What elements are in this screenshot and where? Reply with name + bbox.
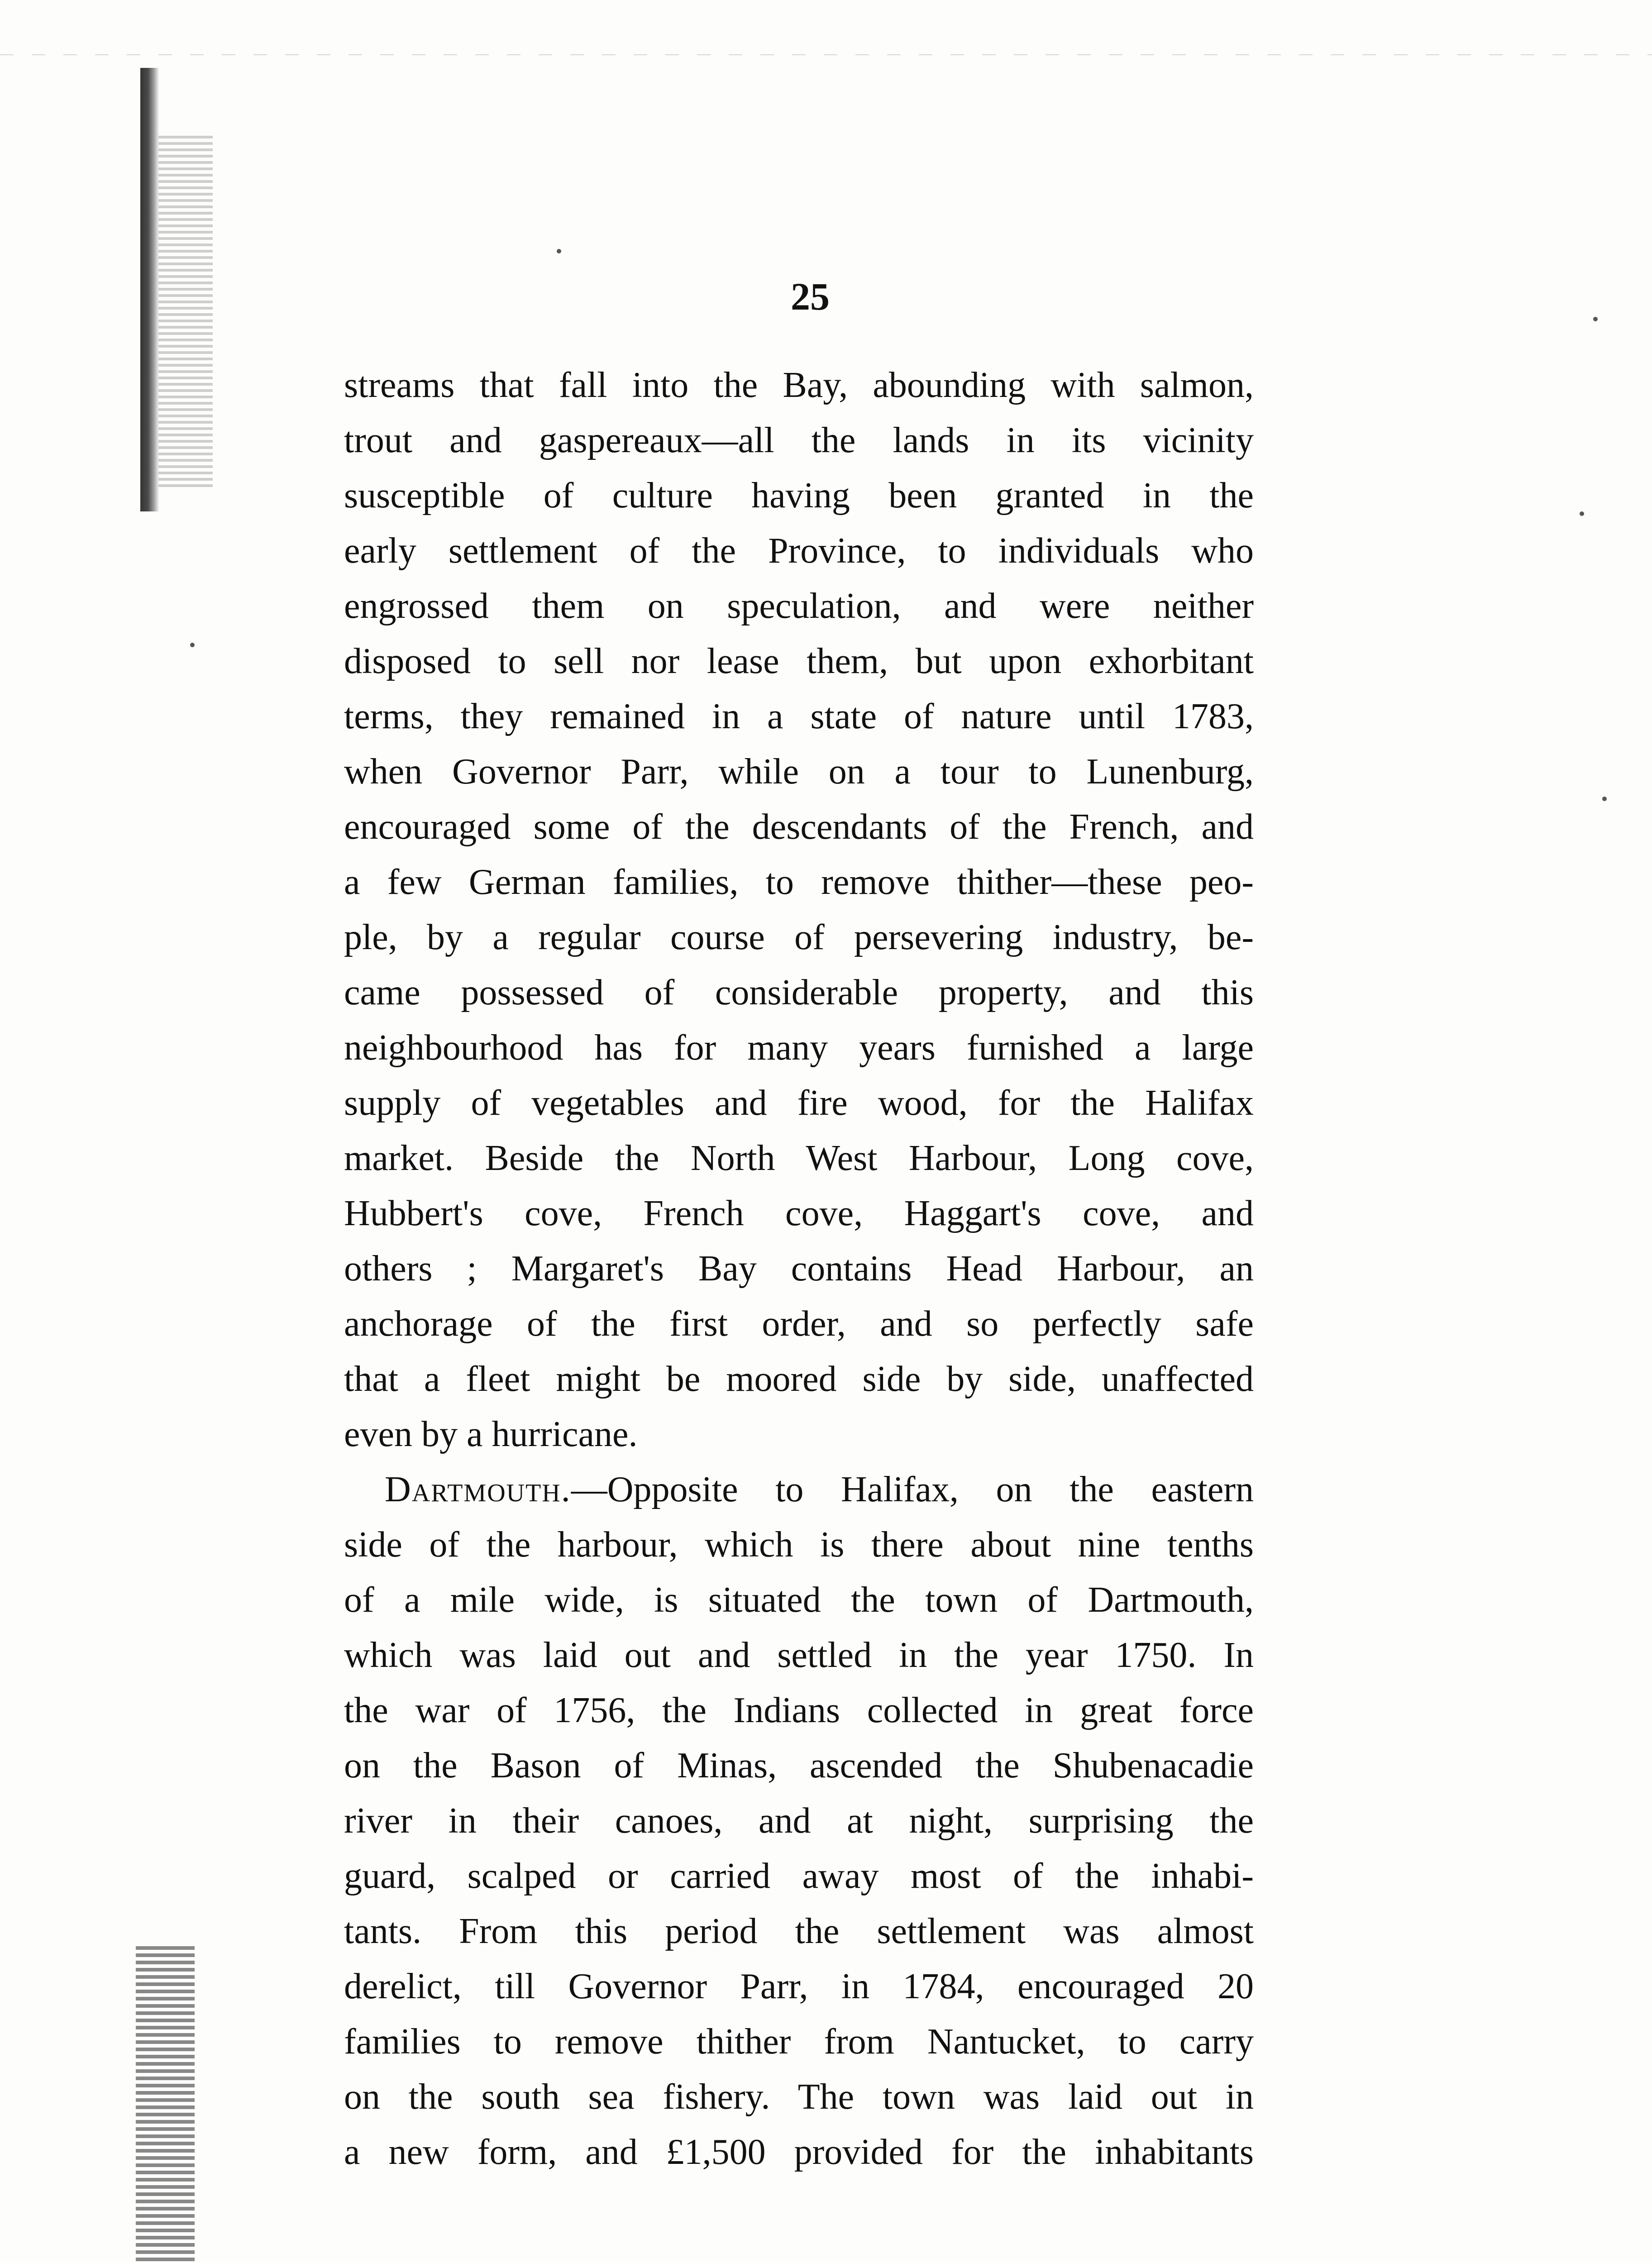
binding-shadow-top	[140, 68, 159, 511]
text-line: came possessed of considerable property, and this	[344, 973, 1254, 1012]
text-line: of a mile wide, is situated the town of Dartmouth,	[344, 1580, 1254, 1620]
text-line: market. Beside the North West Harbour, Long cove,	[344, 1138, 1254, 1178]
text-fragment: —Opposite to Halifax, on the eastern	[571, 1470, 1254, 1509]
paragraph-2-first-line	[344, 1462, 1254, 1517]
text-line: on the Bason of Minas, ascended the Shubenacadie	[344, 1746, 1254, 1786]
body-text	[344, 358, 1254, 2180]
paragraph-1	[344, 358, 1254, 1462]
text-line: engrossed them on speculation, and were neither	[344, 586, 1254, 626]
text-line: the war of 1756, the Indians collected in great force	[344, 1690, 1254, 1730]
text-line: encouraged some of the descendants of the French, and	[344, 807, 1254, 847]
scan-speck	[1602, 797, 1607, 801]
text-line: tants. From this period the settlement was almost	[344, 1911, 1254, 1951]
text-line: which was laid out and settled in the year 1750. In	[344, 1635, 1254, 1675]
scan-speck	[1580, 511, 1584, 516]
text-line: derelict, till Governor Parr, in 1784, encouraged 20	[344, 1967, 1254, 2006]
text-line: supply of vegetables and fire wood, for the Halifax	[344, 1083, 1254, 1123]
scan-speck	[557, 249, 561, 253]
text-line: even by a hurricane.	[344, 1414, 638, 1454]
page-number: 25	[791, 275, 830, 318]
text-line: a few German families, to remove thither—these peo-	[344, 862, 1254, 902]
text-line: neighbourhood has for many years furnished a large	[344, 1028, 1254, 1068]
paragraph-2	[344, 1462, 1254, 2180]
text-line: streams that fall into the Bay, abounding with salmon,	[344, 365, 1254, 405]
text-line: ple, by a regular course of persevering industry, be-	[344, 917, 1254, 957]
binding-texture-top	[158, 136, 213, 489]
text-line: river in their canoes, and at night, surprising the	[344, 1801, 1254, 1841]
text-line: that a fleet might be moored side by side, unaffected	[344, 1359, 1254, 1399]
text-line: trout and gaspereaux—all the lands in its vicinity	[344, 420, 1254, 460]
text-line: Hubbert's cove, French cove, Haggart's cove, and	[344, 1194, 1254, 1233]
scan-speck	[190, 643, 195, 647]
text-line: a new form, and £1,500 provided for the inhabitants	[344, 2132, 1254, 2172]
binding-texture-bottom	[136, 1946, 195, 2263]
text-line: guard, scalped or carried away most of the inhabi-	[344, 1856, 1254, 1896]
section-heading-dartmouth: Dartmouth.	[385, 1470, 571, 1509]
scan-edge-rule	[0, 54, 1652, 55]
text-line: disposed to sell nor lease them, but upon exhorbitant	[344, 641, 1254, 681]
text-line: terms, they remained in a state of nature until 1783,	[344, 697, 1254, 736]
text-line: side of the harbour, which is there about nine tenths	[344, 1525, 1254, 1565]
text-line: early settlement of the Province, to individuals who	[344, 531, 1254, 571]
text-line: anchorage of the first order, and so perfectly safe	[344, 1304, 1254, 1344]
scan-speck	[1593, 317, 1598, 321]
text-line: others ; Margaret's Bay contains Head Harbour, an	[344, 1249, 1254, 1289]
text-line: susceptible of culture having been granted in the	[344, 476, 1254, 516]
text-line: on the south sea fishery. The town was laid out in	[344, 2077, 1254, 2117]
text-line: families to remove thither from Nantucket, to carry	[344, 2022, 1254, 2062]
text-line: when Governor Parr, while on a tour to Lunenburg,	[344, 752, 1254, 792]
